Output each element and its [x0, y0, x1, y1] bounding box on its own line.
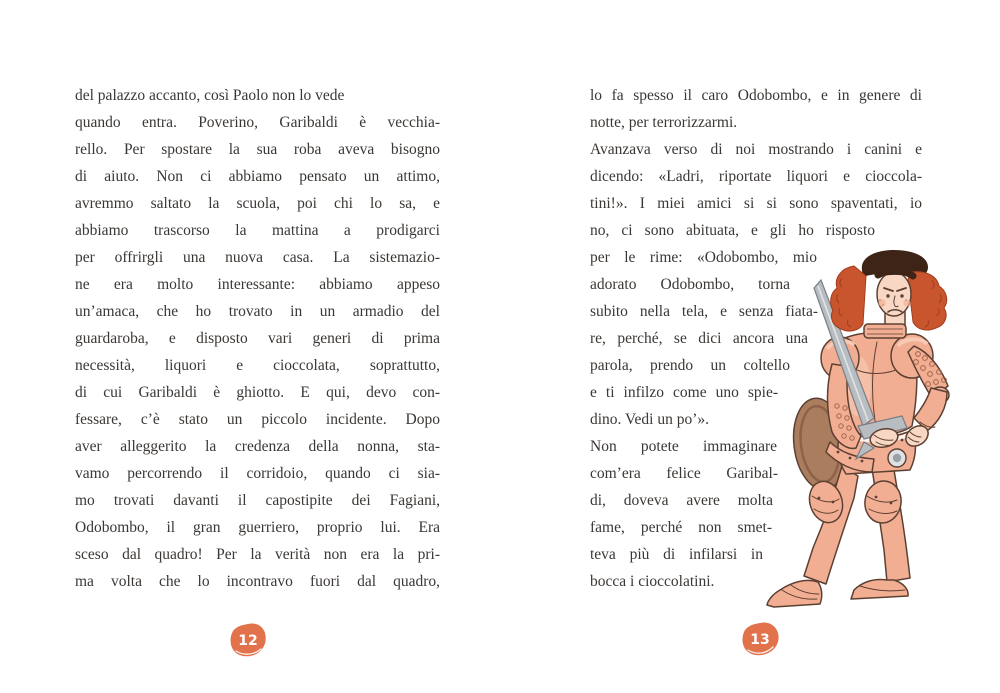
page-number-badge-12 [227, 621, 269, 659]
text-line: di cui Garibaldi è ghiotto. E qui, devo con- [75, 384, 440, 401]
text-line: avremmo saltato la scuola, poi chi lo sa, e [75, 195, 440, 212]
text-line: bocca i cioccolatini. [590, 573, 715, 590]
page-12-text [75, 82, 440, 595]
right-sabaton [851, 579, 908, 599]
text-line: necessità, liquori e cioccolata, soprattutto, [75, 357, 440, 374]
text-line: parola, prendo un coltello [590, 357, 790, 374]
hair-left [831, 266, 866, 331]
text-line: sceso dal quadro! Per la verità non era la pri- [75, 546, 440, 563]
text-line: rello. Per spostare la sua roba aveva bisogno [75, 141, 440, 158]
page-number: 13 [750, 632, 770, 648]
text-line: vamo percorrendo il corridoio, quando ci sia- [75, 465, 440, 482]
text-line: guardaroba, e disposto vari generi di prima [75, 330, 440, 347]
text-line: di, doveva avere molta [590, 492, 773, 509]
text-line: notte, per terrorizzarmi. [590, 114, 738, 131]
text-line: lo fa spesso il caro Odobombo, e in genere di [590, 87, 922, 104]
gorget [864, 324, 906, 338]
text-line: e ti infilzo come uno spie- [590, 384, 778, 401]
knight-illustration [760, 246, 960, 626]
hair-right [908, 272, 947, 330]
legs [767, 466, 910, 607]
page-number: 12 [238, 633, 258, 649]
belt-boss [888, 449, 906, 467]
text-line: quando entra. Poverino, Garibaldi è vecchia- [75, 114, 440, 131]
text-line: mo trovati davanti il capostipite dei Fagiani, [75, 492, 440, 509]
text-line: di aiuto. Non ci abbiamo pensato un attimo, [75, 168, 440, 185]
text-line: Avanzava verso di noi mostrando i canini e [590, 141, 922, 158]
text-line: com’era felice Garibal- [590, 465, 778, 482]
text-line: del palazzo accanto, così Paolo non lo vede [75, 87, 345, 104]
text-line: dicendo: «Ladri, riportate liquori e cioccola- [590, 168, 922, 185]
page-number-badge-13 [739, 620, 781, 658]
text-line: aver alleggerito la credenza della nonna, sta- [75, 438, 440, 455]
text-line: tini!». I miei amici si si sono spaventati, io [590, 195, 922, 212]
text-line: ma volta che lo incontravo fuori dal quadro, [75, 573, 440, 590]
text-line: no, ci sono abituata, e gli ho risposto [590, 222, 875, 239]
text-line: ne era molto interessante: abbiamo appeso [75, 276, 440, 293]
eye [900, 294, 903, 297]
text-line: Odobombo, il gran guerriero, proprio lui. Era [75, 519, 440, 536]
text-line: un’amaca, che ho trovato in un armadio del [75, 303, 440, 320]
text-line: per le rime: «Odobombo, mio [590, 249, 817, 266]
text-line: fame, perché non smet- [590, 519, 772, 536]
text-line: dino. Vedi un po’». [590, 411, 709, 428]
text-line: adorato Odobombo, torna [590, 276, 790, 293]
text-line: fessare, c’è stato un piccolo incidente. Dopo [75, 411, 440, 428]
text-line: re, perché, se dici ancora una [590, 330, 808, 347]
text-line: per offrirgli una nuova casa. La sistemazio- [75, 249, 440, 266]
text-line: subito nella tela, e senza fiata- [590, 303, 818, 320]
text-line: Non potete immaginare [590, 438, 777, 455]
text-line: teva più di infilarsi in [590, 546, 763, 563]
text-line: abbiamo trascorso la mattina a prodigarci [75, 222, 440, 239]
eye [886, 294, 889, 297]
